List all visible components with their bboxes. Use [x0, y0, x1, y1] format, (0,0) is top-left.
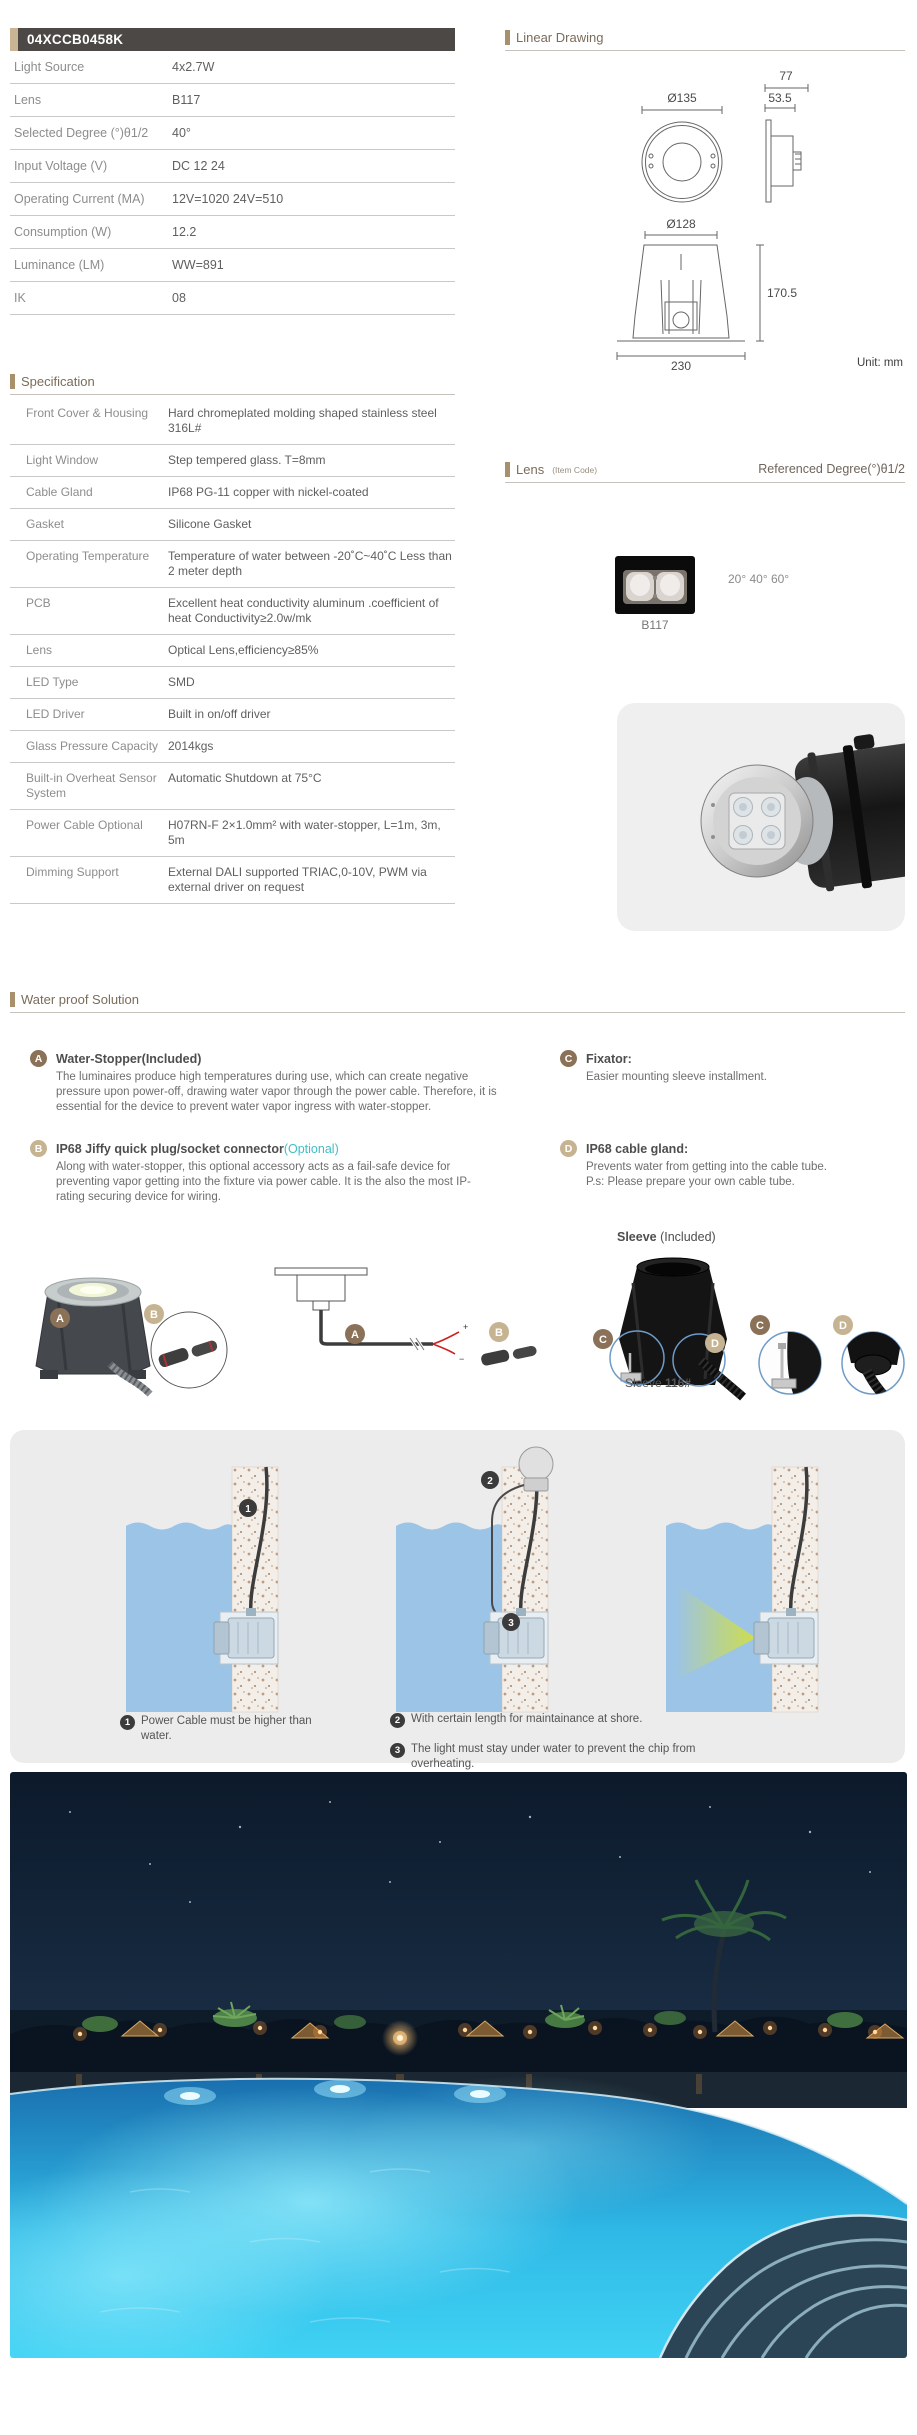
item-body: Prevents water from getting into the cable tube.: [586, 1161, 827, 1173]
header-accent-bar: [10, 28, 18, 51]
note-text: With certain length for maintainance at shore.: [411, 1713, 643, 1725]
dim-sleeve-diameter: Ø128: [666, 217, 696, 231]
row-label: LED Type: [26, 675, 79, 689]
install-diagram-2: [396, 1447, 553, 1712]
note-number: 2: [390, 1713, 405, 1728]
callout-b-badge: [489, 1322, 509, 1342]
svg-text:B: B: [150, 1309, 158, 1321]
item-title: Fixator:: [586, 1052, 632, 1066]
item-title: IP68 Jiffy quick plug/socket connector(Optional): [56, 1142, 339, 1156]
svg-text:A: A: [56, 1313, 64, 1325]
section-accent-bar: [10, 992, 15, 1007]
row-label: Lens: [14, 93, 42, 107]
row-value: Excellent heat conductivity aluminum .coefficient of heat Conductivity≥2.0w/mk: [168, 596, 439, 625]
callout-d-badge: [705, 1333, 725, 1353]
row-label: Consumption (W): [14, 225, 112, 239]
row-value: SMD: [168, 675, 195, 689]
table-row: [10, 183, 455, 216]
product-photo-card: [617, 703, 905, 931]
row-label: Gasket: [26, 517, 65, 531]
dim-total-depth: 77: [779, 69, 793, 83]
row-value: 4x2.7W: [172, 60, 215, 74]
svg-text:D: D: [839, 1320, 847, 1332]
row-value: 08: [172, 291, 186, 305]
note-number: 1: [120, 1715, 135, 1730]
row-value: Step tempered glass. T=8mm: [168, 453, 326, 467]
sleeve-caption: Sleeve 116#: [624, 1376, 692, 1390]
svg-text:2: 2: [487, 1476, 493, 1487]
install-diagram-1: [126, 1467, 278, 1712]
section-title: Specification: [21, 374, 95, 389]
dim-body-depth: 53.5: [768, 91, 792, 105]
table-row: [10, 667, 455, 699]
section-subtitle: (Item Code): [552, 465, 598, 475]
row-label: Selected Degree (°)θ1/2: [14, 126, 149, 140]
waterproof-item-d: [560, 1140, 905, 1190]
callout-b-badge: B: [30, 1140, 47, 1157]
row-label: Light Window: [26, 453, 99, 467]
item-title: IP68 cable gland:: [586, 1142, 689, 1156]
note-text: Power Cable must be higher than water.: [141, 1715, 312, 1742]
row-value: 40°: [172, 126, 191, 140]
table-row: [10, 282, 455, 315]
waterproof-header: [10, 992, 905, 1013]
row-label: Glass Pressure Capacity: [26, 739, 159, 753]
item-body: Along with water-stopper, this optional accessory acts as a fail-safe device for preventing vapor getting into the fixture via power cable. It is the also the most IP-rating securing device for wiring.: [56, 1161, 471, 1203]
table-row: [10, 857, 455, 904]
row-label: Front Cover & Housing: [26, 406, 149, 420]
section-accent-bar: [505, 30, 510, 45]
section-accent-bar: [10, 374, 15, 389]
note-text: The light must stay under water to prevent the chip from overheating.: [411, 1743, 696, 1770]
waterproof-item-b: [30, 1140, 500, 1205]
table-row: [10, 810, 455, 857]
table-row: [10, 731, 455, 763]
callout-d-badge: D: [560, 1140, 577, 1157]
svg-text:3: 3: [508, 1618, 514, 1629]
row-value: 12.2: [172, 225, 197, 239]
table-row: [10, 477, 455, 509]
row-label: IK: [14, 291, 26, 305]
svg-text:1: 1: [245, 1504, 251, 1515]
table-row: [10, 84, 455, 117]
svg-text:+: +: [463, 1322, 469, 1332]
product-code-header: [10, 28, 455, 51]
install-badge-1: [239, 1499, 257, 1517]
connector-detail-circle: [140, 1298, 235, 1398]
specification-header: [10, 374, 455, 395]
wiring-diagram: [263, 1260, 563, 1380]
lens-item-code: B117: [641, 618, 669, 632]
quick-spec-table: [10, 28, 455, 315]
callout-b-badge: [144, 1304, 164, 1324]
row-value: Silicone Gasket: [168, 517, 252, 531]
dim-front-diameter: Ø135: [667, 91, 697, 105]
dim-sleeve-height: 170.5: [767, 286, 798, 300]
row-value: Built in on/off driver: [168, 707, 271, 721]
svg-text:A: A: [351, 1329, 359, 1341]
table-row: [10, 398, 455, 445]
cable-gland-detail-circle: [831, 1313, 913, 1401]
specification-table: [10, 398, 455, 904]
row-value: DC 12 24: [172, 159, 225, 173]
row-label: Input Voltage (V): [14, 159, 108, 173]
lens-degrees: 20° 40° 60°: [728, 572, 790, 586]
item-body-note: P.s: Please prepare your own cable tube.: [586, 1176, 795, 1188]
row-value: Hard chromeplated molding shaped stainless steel 316L#: [168, 406, 437, 435]
table-row: [10, 249, 455, 282]
row-label: Cable Gland: [26, 485, 93, 499]
linear-drawing-header: [505, 30, 905, 51]
section-title: Linear Drawing: [516, 30, 604, 45]
table-row: [10, 635, 455, 667]
svg-text:−: −: [459, 1354, 465, 1364]
row-label: Operating Current (MA): [14, 192, 145, 206]
row-value: WW=891: [172, 258, 224, 272]
callout-c-badge: [593, 1329, 613, 1349]
install-note-2: [390, 1712, 735, 1728]
svg-text:C: C: [599, 1334, 607, 1346]
lens-image: [615, 556, 695, 614]
svg-text:D: D: [711, 1338, 719, 1350]
row-label: Operating Temperature: [26, 549, 150, 563]
lens-section-header: [505, 462, 905, 483]
table-row: [10, 51, 455, 84]
row-value: Temperature of water between -20˚C~40˚C Less than 2 meter depth: [168, 549, 452, 578]
row-value: 2014kgs: [168, 739, 214, 753]
row-label: Power Cable Optional: [26, 818, 143, 832]
item-body: Easier mounting sleeve installment.: [586, 1071, 767, 1083]
section-title: Water proof Solution: [21, 992, 140, 1007]
row-value: Optical Lens,efficiency≥85%: [168, 643, 319, 657]
row-value: 12V=1020 24V=510: [172, 192, 284, 206]
referenced-degree-label: Referenced Degree(°)θ1/2: [758, 462, 905, 476]
table-row: [10, 588, 455, 635]
table-row: [10, 117, 455, 150]
install-note-3: [390, 1742, 735, 1771]
sleeve-included-label: Sleeve (Included): [617, 1230, 716, 1244]
table-row: [10, 509, 455, 541]
row-value: External DALI supported TRIAC,0-10V, PWM via external driver on request: [168, 865, 427, 894]
table-row: [10, 541, 455, 588]
row-value: B117: [172, 93, 201, 107]
linear-drawing-figure: [505, 66, 905, 376]
row-value: H07RN-F 2×1.0mm² with water-stopper, L=1m, 3m, 5m: [168, 818, 441, 847]
row-label: PCB: [26, 596, 51, 610]
product-render: [617, 703, 905, 931]
row-label: Luminance (LM): [14, 258, 105, 272]
row-value: IP68 PG-11 copper with nickel-coated: [168, 485, 369, 499]
item-body: The luminaires produce high temperatures during use, which can create negative pressure upon power-off, drawing water vapor through the power cable. Therefore, it is essential for the device to prevent water vapor ingress with water-stopper.: [56, 1071, 497, 1113]
note-number: 3: [390, 1743, 405, 1758]
row-label: Light Source: [14, 60, 85, 74]
table-row: [10, 699, 455, 731]
install-badge-2: [481, 1471, 499, 1489]
svg-text:B: B: [495, 1327, 503, 1339]
row-label: Built-in Overheat Sensor System: [26, 771, 157, 800]
pool-scene: [10, 1772, 907, 2358]
row-label: LED Driver: [26, 707, 85, 721]
callout-a-badge: [50, 1308, 70, 1328]
callout-d-badge: [833, 1315, 853, 1335]
waterproof-item-a: [30, 1050, 500, 1115]
install-diagram-3: [666, 1467, 818, 1712]
install-badge-3: [502, 1613, 520, 1631]
svg-text:C: C: [756, 1320, 764, 1332]
table-row: [10, 216, 455, 249]
unit-note: Unit: mm: [857, 357, 903, 369]
table-row: [10, 763, 455, 810]
row-label: Dimming Support: [26, 865, 119, 879]
callout-a-badge: A: [30, 1050, 47, 1067]
table-row: [10, 445, 455, 477]
pool-night-photo: [10, 1772, 907, 2358]
section-title: Lens: [516, 462, 545, 477]
table-row: [10, 150, 455, 183]
bracket-detail-circle: [748, 1313, 830, 1401]
row-label: Lens: [26, 643, 53, 657]
callout-c-badge: C: [560, 1050, 577, 1067]
callout-a-badge: [345, 1324, 365, 1344]
waterproof-item-c: [560, 1050, 905, 1085]
item-title: Water-Stopper(Included): [56, 1052, 202, 1066]
callout-c-badge: [750, 1315, 770, 1335]
row-value: Automatic Shutdown at 75°C: [168, 771, 322, 785]
dim-sleeve-base: 230: [670, 359, 692, 373]
product-code: 04XCCB0458K: [27, 32, 124, 47]
install-note-1: [120, 1714, 340, 1743]
section-accent-bar: [505, 462, 510, 477]
